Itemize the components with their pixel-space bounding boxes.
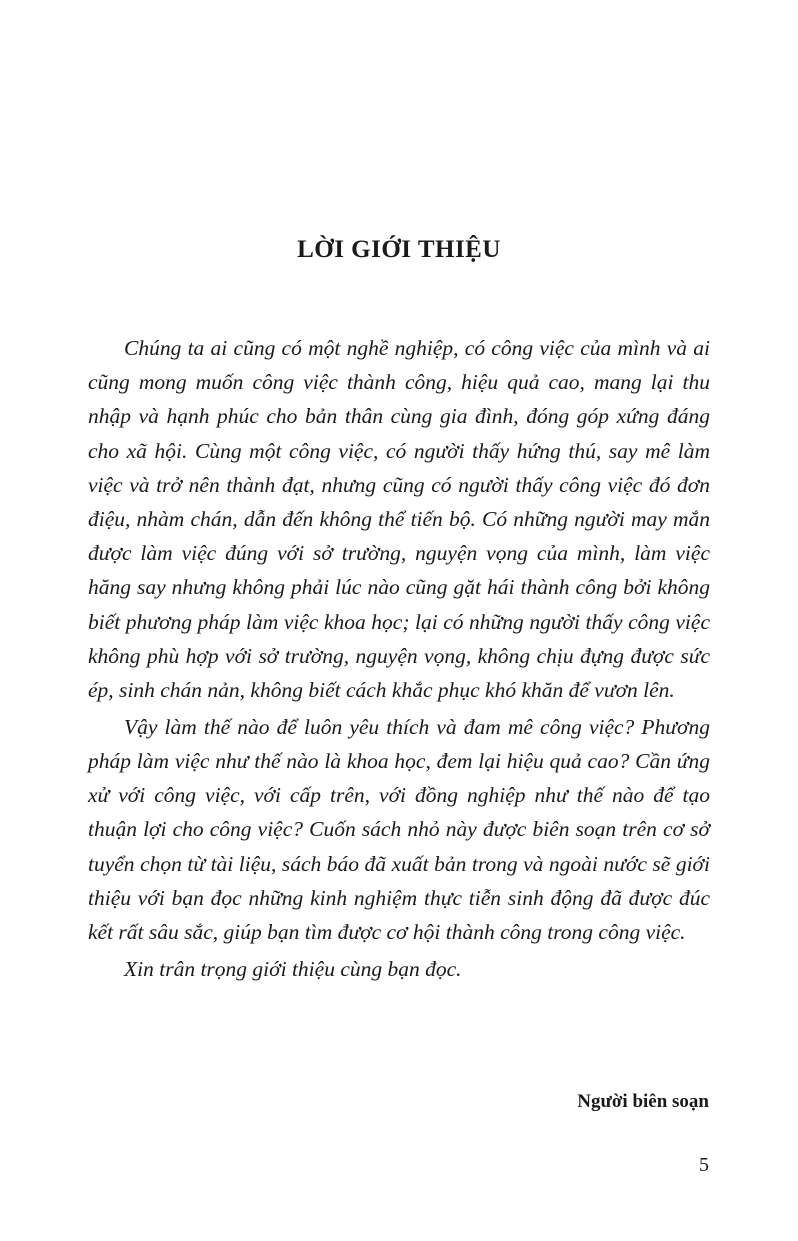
author-signature: Người biên soạn [577, 1091, 709, 1112]
page-title: LỜI GIỚI THIỆU [297, 236, 501, 263]
paragraph-1: Chúng ta ai cũng có một nghề nghiệp, có công việc của mình và ai cũng mong muốn công việc thành công, hiệu quả cao, mang lại thu nhập và hạnh phúc cho bản thân cùng gia đình, đóng góp xứng đáng cho xã hội. Cùng một công việc, có người thấy hứng thú, say mê làm việc và trở nên thành đạt, nhưng cũng có người thấy công việc đó đơn điệu, nhàm chán, dẫn đến không thể tiến bộ. Có những người may mắn được làm việc đúng với sở trường, nguyện vọng của mình, làm việc hăng say nhưng không phải lúc nào cũng gặt hái thành công bởi không biết phương pháp làm việc khoa học; lại có những người thấy công việc không phù hợp với sở trường, nguyện vọng, không chịu đựng được sức ép, sinh chán nản, không biết cách khắc phục khó khăn để vươn lên. [88, 336, 710, 703]
body-text [88, 331, 710, 986]
page-number: 5 [699, 1154, 709, 1176]
paragraph-2: Vậy làm thế nào để luôn yêu thích và đam mê công việc? Phương pháp làm việc như thế nào là khoa học, đem lại hiệu quả cao? Cần ứng xử với công việc, với cấp trên, với đồng nghiệp như thế nào để tạo thuận lợi cho công việc? Cuốn sách nhỏ này được biên soạn trên cơ sở tuyển chọn từ tài liệu, sách báo đã xuất bản trong và ngoài nước sẽ giới thiệu với bạn đọc những kinh nghiệm thực tiễn sinh động đã được đúc kết rất sâu sắc, giúp bạn tìm được cơ hội thành công trong công việc. [88, 714, 710, 944]
paragraph-3: Xin trân trọng giới thiệu cùng bạn đọc. [124, 956, 462, 981]
